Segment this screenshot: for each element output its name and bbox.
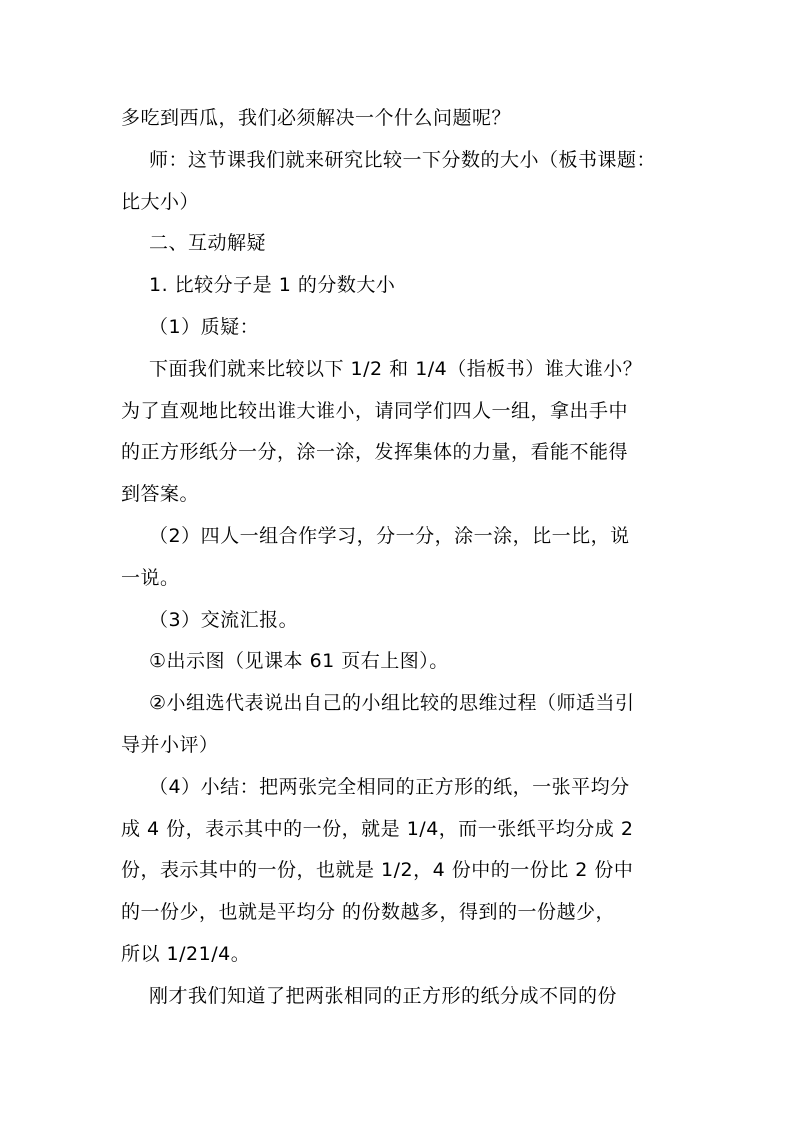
subsection-heading: 1. 比较分子是 1 的分数大小 (149, 274, 396, 297)
text-line: 师：这节课我们就来研究比较一下分数的大小（板书课题： (149, 148, 657, 171)
text-line: 比大小） (121, 190, 200, 213)
document-body (121, 98, 677, 1018)
text-line: 导并小评） (121, 733, 219, 756)
text-line: （3）交流汇报。 (149, 608, 299, 631)
text-line: 的正方形纸分一分，涂一涂，发挥集体的力量，看能不能得 (121, 441, 629, 464)
text-line: ①出示图（见课本 61 页右上图）。 (149, 650, 449, 673)
text-line: 刚才我们知道了把两张相同的正方形的纸分成不同的份 (149, 984, 618, 1007)
text-line: 下面我们就来比较以下 1/2 和 1/4（指板书）谁大谁小？ (149, 357, 643, 380)
text-line: 的一份少，也就是平均分 的份数越多，得到的一份越少， (121, 901, 616, 924)
text-line: 成 4 份，表示其中的一份，就是 1/4，而一张纸平均分成 2 (121, 817, 634, 840)
text-line: 份，表示其中的一份，也就是 1/2，4 份中的一份比 2 份中 (121, 859, 634, 882)
text-line: （1）质疑： (149, 315, 260, 338)
section-heading: 二、互动解疑 (149, 232, 267, 255)
text-line: 为了直观地比较出谁大谁小，请同学们四人一组，拿出手中 (121, 399, 629, 422)
text-line: （2）四人一组合作学习，分一分，涂一涂，比一比，说 (149, 524, 630, 547)
text-line: 一说。 (121, 566, 180, 589)
text-line: （4）小结：把两张完全相同的正方形的纸，一张平均分 (149, 775, 630, 798)
text-line: 所以 1/21/4。 (121, 942, 251, 965)
text-line: ②小组选代表说出自己的小组比较的思维过程（师适当引 (149, 692, 635, 715)
text-line: 多吃到西瓜，我们必须解决一个什么问题呢？ (121, 107, 512, 129)
text-line: 到答案。 (121, 483, 200, 506)
